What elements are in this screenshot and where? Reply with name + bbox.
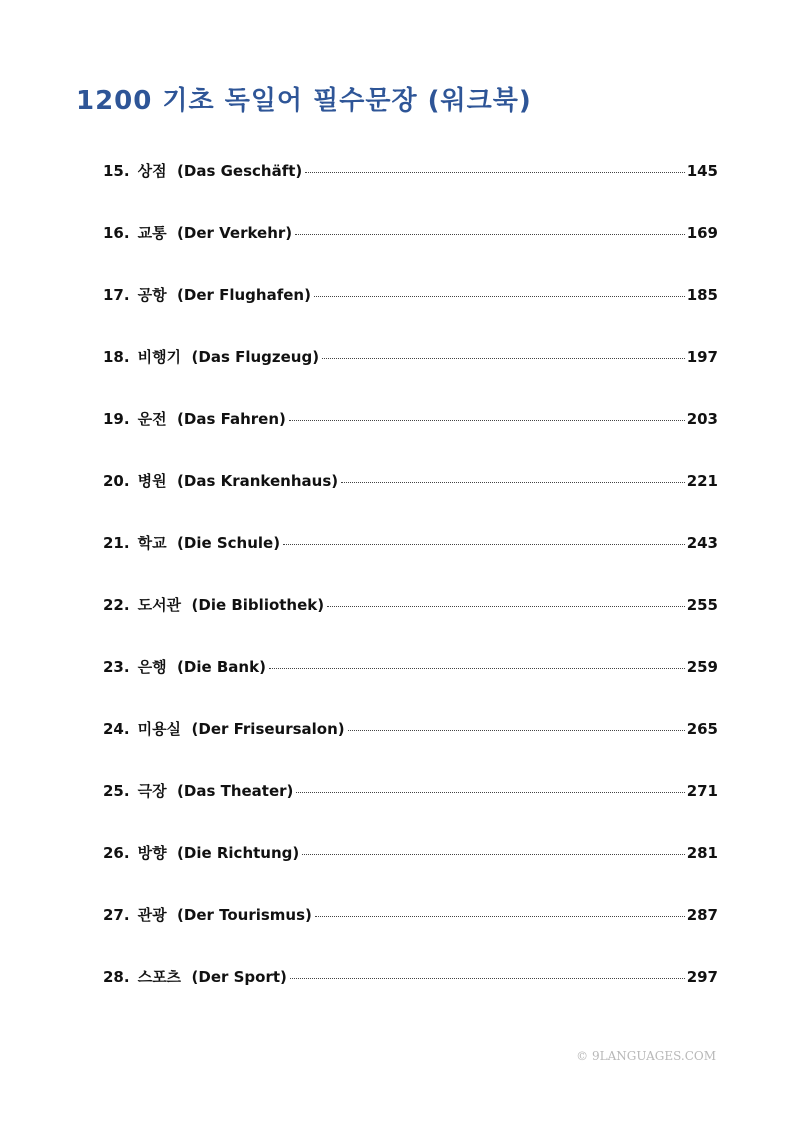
toc-entry[interactable] [103, 408, 718, 470]
toc-leader-dots [289, 420, 685, 421]
toc-number: 21. [103, 534, 130, 552]
toc-entry[interactable] [103, 718, 718, 780]
toc-korean-title: 미용실 [137, 720, 182, 738]
toc-page-number: 259 [686, 658, 718, 676]
toc-korean-title: 은행 [137, 658, 167, 676]
toc-german-title: (Die Bibliothek) [191, 596, 325, 614]
toc-german-title: (Die Schule) [177, 534, 281, 552]
toc-korean-title: 관광 [137, 906, 167, 924]
toc-german-title: (Das Theater) [177, 782, 294, 800]
toc-leader-dots [283, 544, 685, 545]
toc-leader-dots [296, 792, 684, 793]
toc-entry[interactable] [103, 222, 718, 284]
toc-entry[interactable] [103, 966, 718, 1028]
table-of-contents [103, 160, 718, 1028]
toc-korean-title: 방향 [137, 844, 167, 862]
toc-german-title: (Der Friseursalon) [191, 720, 345, 738]
toc-german-title: (Das Geschäft) [177, 162, 303, 180]
toc-number: 19. [103, 410, 130, 428]
toc-number: 24. [103, 720, 130, 738]
toc-number: 16. [103, 224, 130, 242]
toc-korean-title: 도서관 [137, 596, 182, 614]
toc-number: 25. [103, 782, 130, 800]
toc-korean-title: 극장 [137, 782, 167, 800]
toc-label [103, 842, 299, 863]
toc-korean-title: 공항 [137, 286, 167, 304]
toc-leader-dots [327, 606, 685, 607]
toc-german-title: (Das Krankenhaus) [177, 472, 339, 490]
toc-label [103, 966, 287, 987]
toc-korean-title: 학교 [137, 534, 167, 552]
toc-page-number: 265 [686, 720, 718, 738]
toc-number: 15. [103, 162, 130, 180]
toc-number: 22. [103, 596, 130, 614]
toc-page-number: 287 [686, 906, 718, 924]
toc-german-title: (Das Flugzeug) [191, 348, 320, 366]
toc-korean-title: 비행기 [137, 348, 182, 366]
toc-label [103, 656, 266, 677]
toc-leader-dots [348, 730, 685, 731]
toc-german-title: (Der Tourismus) [177, 906, 312, 924]
toc-page-number: 145 [686, 162, 718, 180]
toc-leader-dots [302, 854, 684, 855]
toc-number: 28. [103, 968, 130, 986]
toc-label [103, 594, 324, 615]
toc-german-title: (Die Bank) [177, 658, 266, 676]
toc-page-number: 297 [686, 968, 718, 986]
toc-entry[interactable] [103, 160, 718, 222]
toc-entry[interactable] [103, 594, 718, 656]
toc-page-number: 203 [686, 410, 718, 428]
toc-leader-dots [322, 358, 685, 359]
toc-number: 18. [103, 348, 130, 366]
toc-entry[interactable] [103, 284, 718, 346]
toc-leader-dots [305, 172, 684, 173]
toc-german-title: (Das Fahren) [177, 410, 286, 428]
toc-entry[interactable] [103, 470, 718, 532]
toc-number: 26. [103, 844, 130, 862]
toc-number: 17. [103, 286, 130, 304]
toc-page-number: 221 [686, 472, 718, 490]
toc-page-number: 197 [686, 348, 718, 366]
toc-label [103, 718, 345, 739]
toc-label [103, 470, 338, 491]
copyright-footer: © 9LANGUAGES.COM [576, 1049, 716, 1063]
toc-entry[interactable] [103, 656, 718, 718]
toc-leader-dots [269, 668, 685, 669]
toc-page-number: 243 [686, 534, 718, 552]
toc-page-number: 255 [686, 596, 718, 614]
toc-leader-dots [290, 978, 685, 979]
toc-entry[interactable] [103, 346, 718, 408]
toc-label [103, 346, 319, 367]
toc-label [103, 780, 293, 801]
toc-page-number: 185 [686, 286, 718, 304]
toc-label [103, 222, 292, 243]
toc-entry[interactable] [103, 780, 718, 842]
toc-label [103, 408, 286, 429]
toc-korean-title: 상점 [137, 162, 167, 180]
toc-page-number: 281 [686, 844, 718, 862]
toc-german-title: (Der Sport) [191, 968, 287, 986]
toc-number: 27. [103, 906, 130, 924]
toc-label [103, 160, 302, 181]
toc-korean-title: 운전 [137, 410, 167, 428]
toc-korean-title: 스포츠 [137, 968, 182, 986]
toc-entry[interactable] [103, 904, 718, 966]
toc-leader-dots [314, 296, 685, 297]
toc-korean-title: 병원 [137, 472, 167, 490]
toc-page-number: 169 [686, 224, 718, 242]
toc-german-title: (Der Flughafen) [177, 286, 311, 304]
toc-page-number: 271 [686, 782, 718, 800]
toc-german-title: (Der Verkehr) [177, 224, 293, 242]
toc-number: 20. [103, 472, 130, 490]
toc-leader-dots [295, 234, 685, 235]
toc-leader-dots [315, 916, 685, 917]
toc-german-title: (Die Richtung) [177, 844, 300, 862]
toc-entry[interactable] [103, 532, 718, 594]
toc-label [103, 904, 312, 925]
toc-label [103, 532, 280, 553]
toc-leader-dots [341, 482, 685, 483]
page-title: 1200 기초 독일어 필수문장 (워크북) [76, 86, 532, 116]
toc-number: 23. [103, 658, 130, 676]
toc-label [103, 284, 311, 305]
toc-entry[interactable] [103, 842, 718, 904]
toc-korean-title: 교통 [137, 224, 167, 242]
